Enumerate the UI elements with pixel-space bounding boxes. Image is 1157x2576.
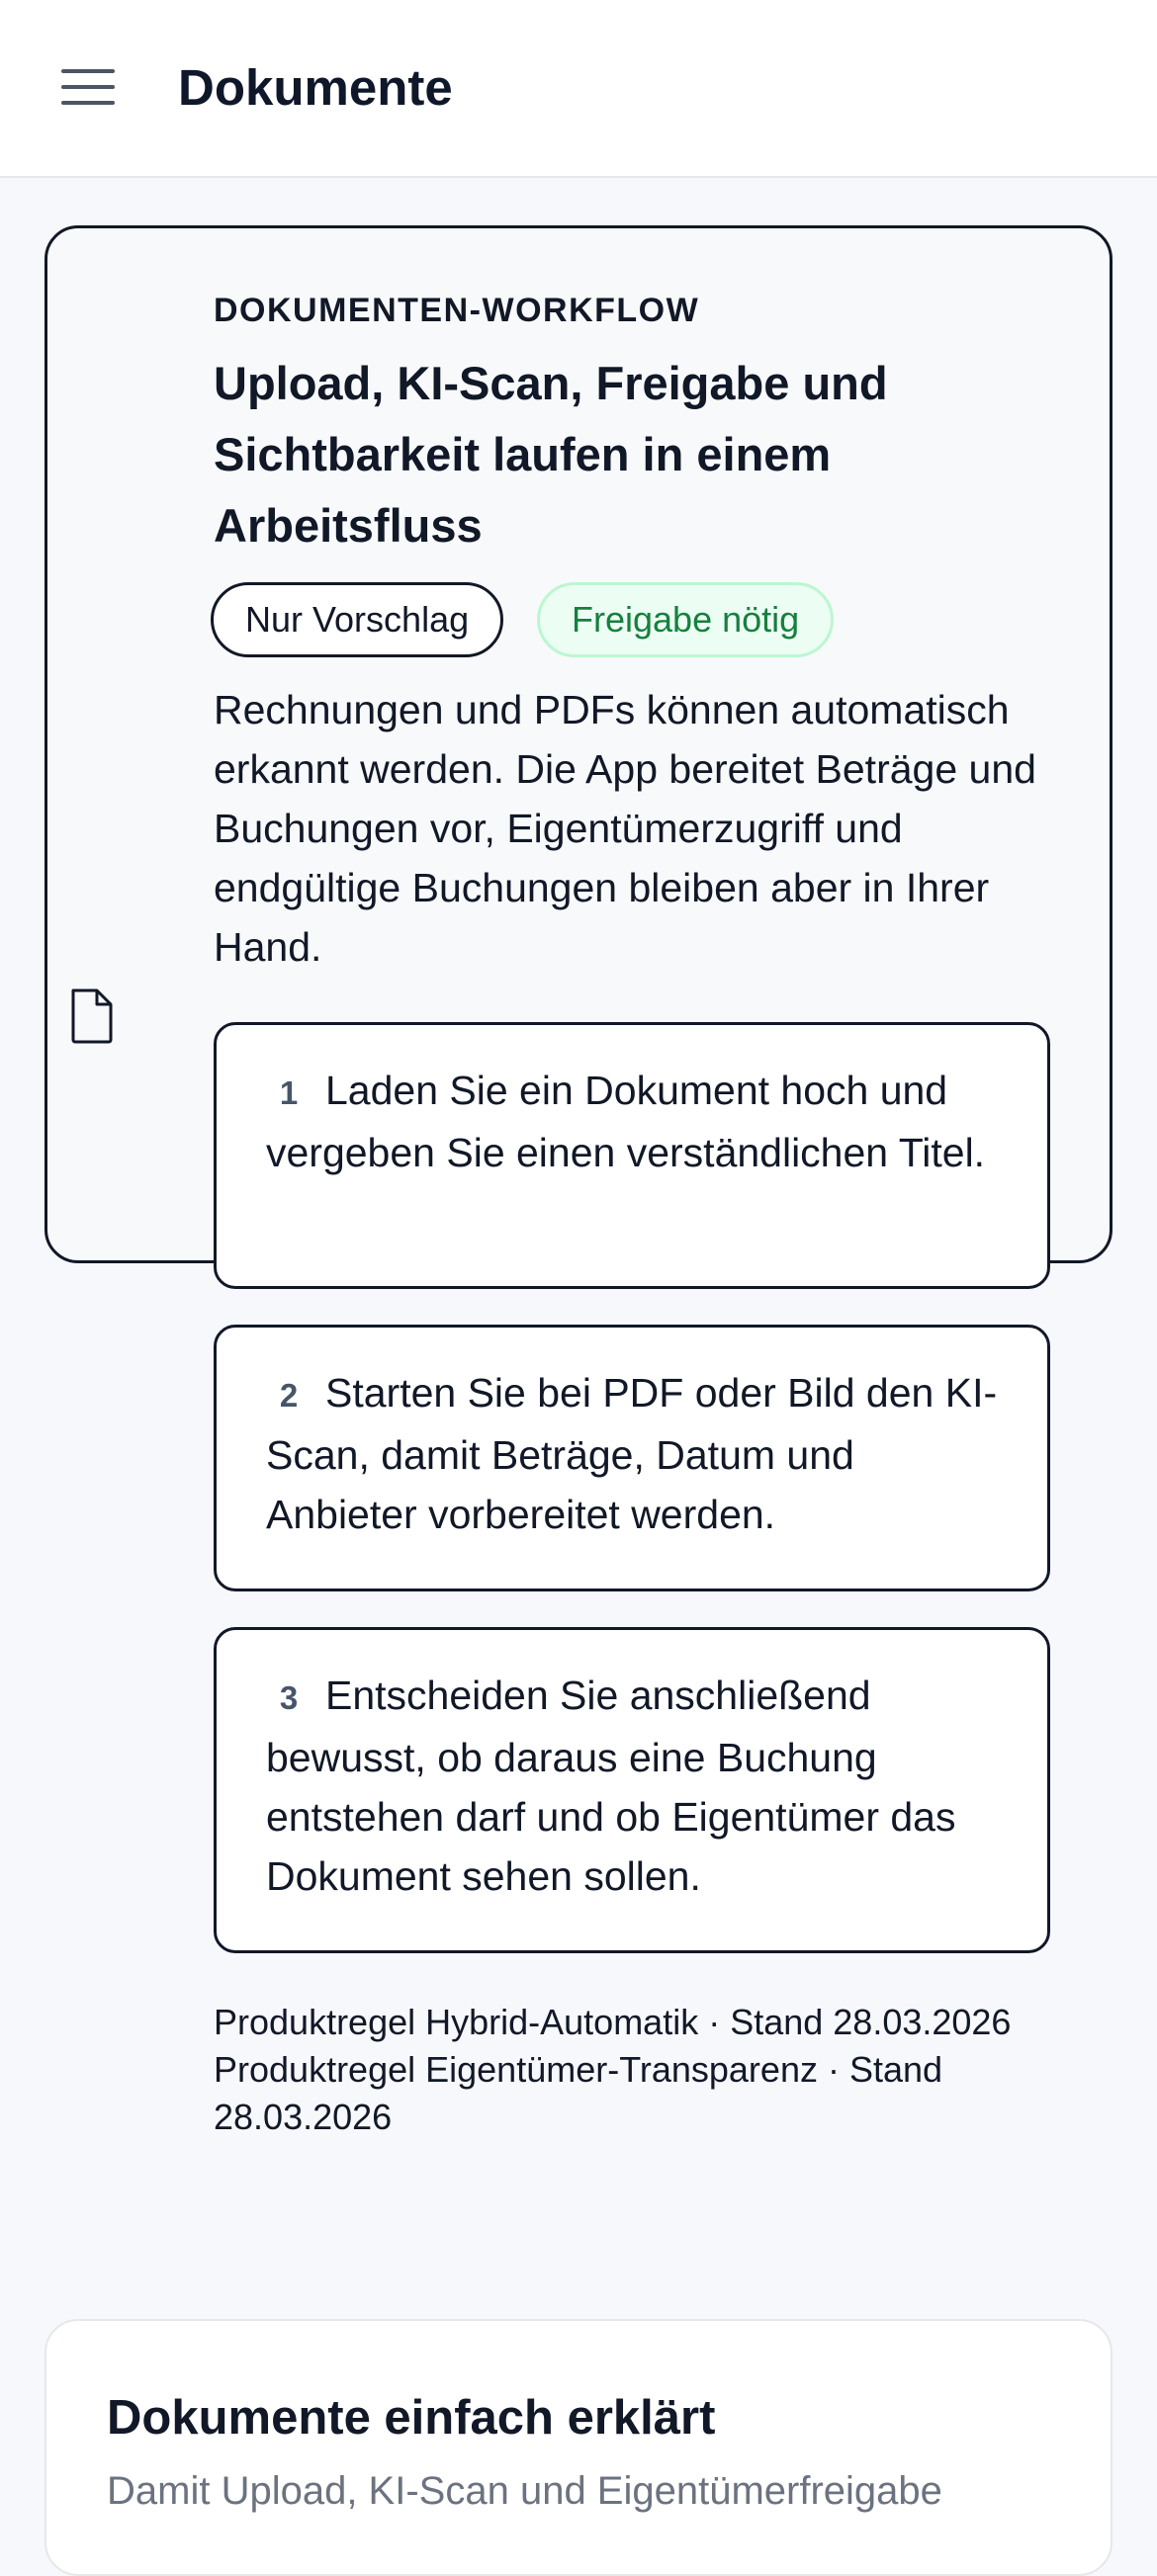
product-rule: Produktregel Hybrid-Automatik · Stand 28.03.2026 — [214, 2002, 1012, 2042]
step-number: 1 — [279, 1074, 299, 1111]
explainer-title: Dokumente einfach erklärt — [107, 2391, 716, 2445]
product-rules — [214, 1999, 1064, 2141]
step-text: Entscheiden Sie anschließend bewusst, ob daraus eine Buchung entstehen darf und ob Eigentümer das Dokument sehen sollen. — [266, 1673, 956, 1899]
step-number: 3 — [279, 1679, 299, 1716]
step-text: Laden Sie ein Dokument hoch und vergeben Sie einen verständlichen Titel. — [266, 1068, 986, 1175]
workflow-headline: Upload, KI-Scan, Freigabe und Sichtbarkeit laufen in einem Arbeitsfluss — [214, 357, 888, 552]
workflow-step — [214, 1325, 1050, 1591]
workflow-step — [214, 1627, 1050, 1953]
step-text: Starten Sie bei PDF oder Bild den KI-Scan, damit Beträge, Datum und Anbieter vorbereitet werden. — [266, 1370, 998, 1537]
workflow-description: Rechnungen und PDFs können automatisch erkannt werden. Die App bereitet Beträge und Buchungen vor, Eigentümerzugriff und endgültige Buchungen bleiben aber in Ihrer Hand. — [214, 687, 1036, 970]
chip-suggestion-only: Nur Vorschlag — [211, 582, 503, 657]
section-eyebrow: DOKUMENTEN-WORKFLOW — [214, 292, 700, 329]
chip-approval-required: Freigabe nötig — [537, 582, 834, 657]
product-rule: Produktregel Eigentümer-Transparenz · Stand 28.03.2026 — [214, 2049, 943, 2137]
hamburger-menu-icon[interactable] — [59, 67, 117, 107]
workflow-step — [214, 1022, 1050, 1289]
app-header — [0, 0, 1157, 178]
step-number: 2 — [279, 1377, 299, 1414]
explainer-subtitle: Damit Upload, KI-Scan und Eigentümerfreigabe — [107, 2469, 942, 2513]
page-title: Dokumente — [178, 59, 453, 116]
document-icon — [69, 988, 115, 1044]
